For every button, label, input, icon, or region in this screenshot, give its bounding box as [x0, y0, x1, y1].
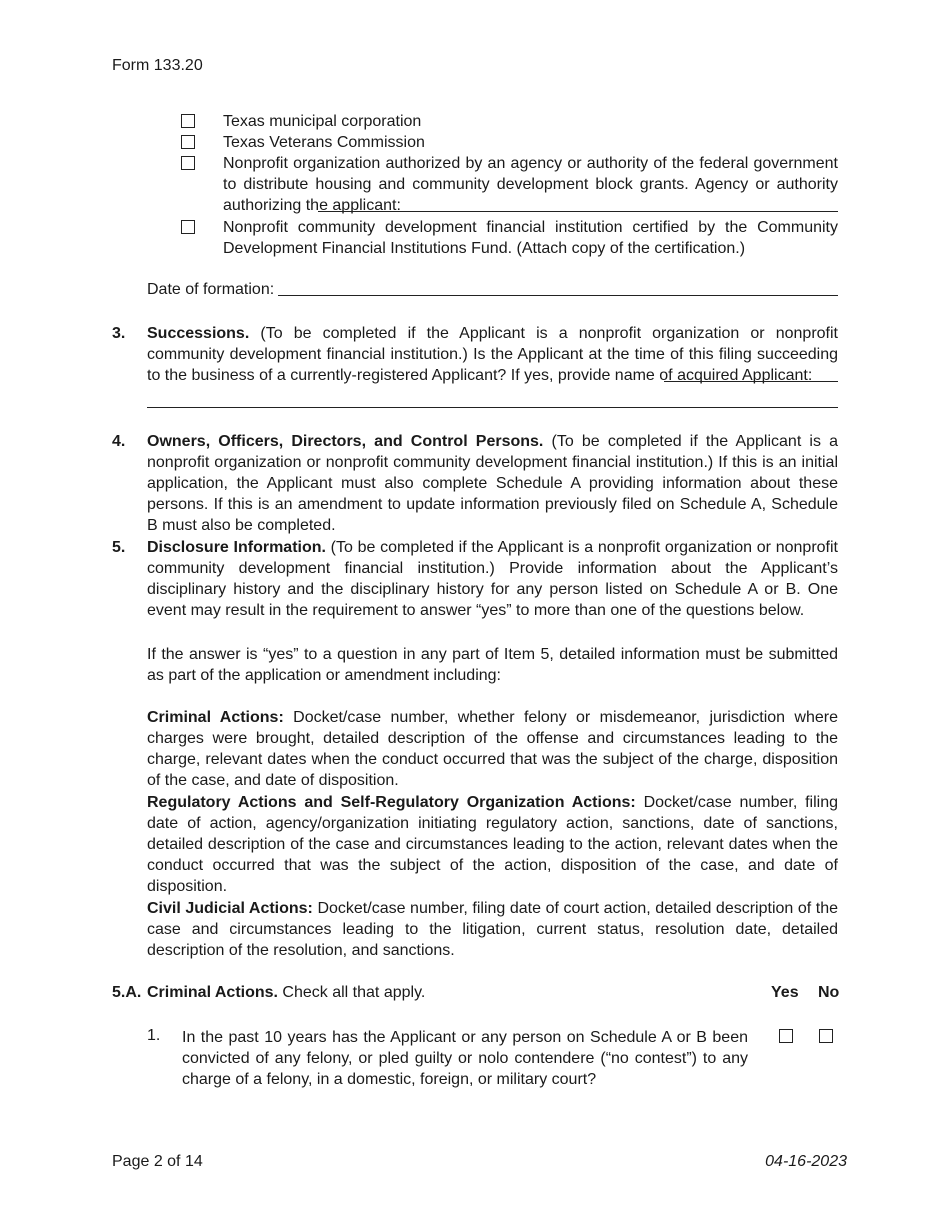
q1-no-checkbox[interactable]	[819, 1029, 833, 1043]
section-title: Criminal Actions.	[147, 984, 278, 1001]
section-title: Disclosure Information.	[147, 539, 326, 556]
section-title: Successions.	[147, 325, 250, 342]
applicant-type-federal-nonprofit	[181, 153, 838, 216]
civil-actions-text: Docket/case number, filing date of court action, detailed description of the case and circumstances leading to the litigation, current status, resolution date, detailed description of the resolution, and sanctions.	[147, 900, 838, 959]
section-text: (To be completed if the Applicant is a nonprofit organization or nonprofit community development financial institution.) If this is an initial application, the Applicant must also complete Schedule A providing information about these persons. If this is an amendment to update information previously filed on Schedule A, Schedule B must also be completed.	[147, 433, 839, 534]
checkbox-municipal[interactable]	[181, 114, 195, 128]
section-text: (To be completed if the Applicant is a nonprofit organization or nonprofit community development financial institution.) Is the Applicant at the time of this filing succeeding to the business of a currently-registered Applicant? If yes, provide name of acquired Applicant:	[147, 325, 838, 384]
revision-date: 04-16-2023	[765, 1153, 847, 1170]
applicant-type-veterans	[181, 132, 838, 153]
section-number: 4.	[112, 433, 126, 450]
checkbox-label: Texas Veterans Commission	[223, 134, 425, 151]
checkbox-veterans[interactable]	[181, 135, 195, 149]
checkbox-label: Nonprofit organization authorized by an agency or authority of the federal government to distribute housing and community development block grants. Agency or authority authorizing the applicant:	[223, 155, 838, 214]
question-number: 1.	[147, 1027, 161, 1044]
section-criminal-actions-heading	[147, 984, 425, 1002]
section-text: Check all that apply.	[277, 984, 426, 1001]
page-number: Page 2 of 14	[112, 1153, 203, 1170]
section-text: (To be completed if the Applicant is a nonprofit organization or nonprofit community development financial institution.) Provide information about the Applicant’s disciplinary history and the disciplinary history for any person listed on Schedule A or B. One event may result in the requirement to answer “yes” to more than one of the questions below.	[147, 539, 838, 619]
date-of-formation-label: Date of formation:	[147, 281, 275, 298]
checkbox-label: Texas municipal corporation	[223, 113, 422, 130]
section-disclosure	[112, 537, 838, 621]
q1-yes-checkbox[interactable]	[779, 1029, 793, 1043]
no-column-header: No	[818, 984, 840, 1001]
civil-actions-info	[147, 898, 838, 961]
applicant-type-municipal	[181, 111, 838, 132]
applicant-type-cdfi	[181, 217, 838, 259]
civil-actions-title: Civil Judicial Actions:	[147, 900, 313, 917]
checkbox-cdfi[interactable]	[181, 220, 195, 234]
checkbox-federal-nonprofit[interactable]	[181, 156, 195, 170]
regulatory-actions-text: Docket/case number, filing date of action, agency/organization initiating regulatory action, sanctions, date of sanctions, detailed description of the case and circumstances leading to the action, relevant dates when the conduct occurred that was the subject of the action, disposition of the case, and date of disposition.	[147, 794, 839, 895]
yes-column-header: Yes	[771, 984, 799, 1001]
regulatory-actions-info	[147, 792, 838, 897]
criminal-actions-info	[147, 707, 838, 791]
authorizing-agency-field[interactable]	[318, 211, 838, 212]
criminal-actions-title: Criminal Actions:	[147, 709, 284, 726]
section-number: 5.A.	[112, 984, 142, 1001]
section-successions	[112, 323, 838, 407]
section-number: 3.	[112, 325, 126, 342]
regulatory-actions-title: Regulatory Actions and Self-Regulatory Organization Actions:	[147, 794, 636, 811]
section-title: Owners, Officers, Directors, and Control Persons.	[147, 433, 544, 450]
acquired-applicant-field-line2[interactable]	[147, 407, 838, 408]
section-number: 5.	[112, 539, 126, 556]
section-owners-officers	[112, 431, 839, 534]
acquired-applicant-field[interactable]	[664, 381, 838, 382]
form-number: Form 133.20	[112, 57, 203, 74]
yes-answer-note: If the answer is “yes” to a question in any part of Item 5, detailed information must be submitted as part of the application or amendment including:	[147, 646, 838, 684]
date-of-formation-field[interactable]	[278, 295, 838, 296]
question-text: In the past 10 years has the Applicant or any person on Schedule A or B been convicted of any felony, or pled guilty or nolo contendere (“no contest”) to any charge of a felony, in a domestic, foreign, or military court?	[182, 1029, 748, 1088]
criminal-actions-text: Docket/case number, whether felony or misdemeanor, jurisdiction where charges were brought, detailed description of the offense and circumstances leading to the charge, relevant dates when the conduct occurred that was the subject of the charge, disposition of the case, and date of disposition.	[147, 709, 838, 789]
checkbox-label: Nonprofit community development financial institution certified by the Community Development Financial Institutions Fund. (Attach copy of the certification.)	[223, 219, 838, 257]
